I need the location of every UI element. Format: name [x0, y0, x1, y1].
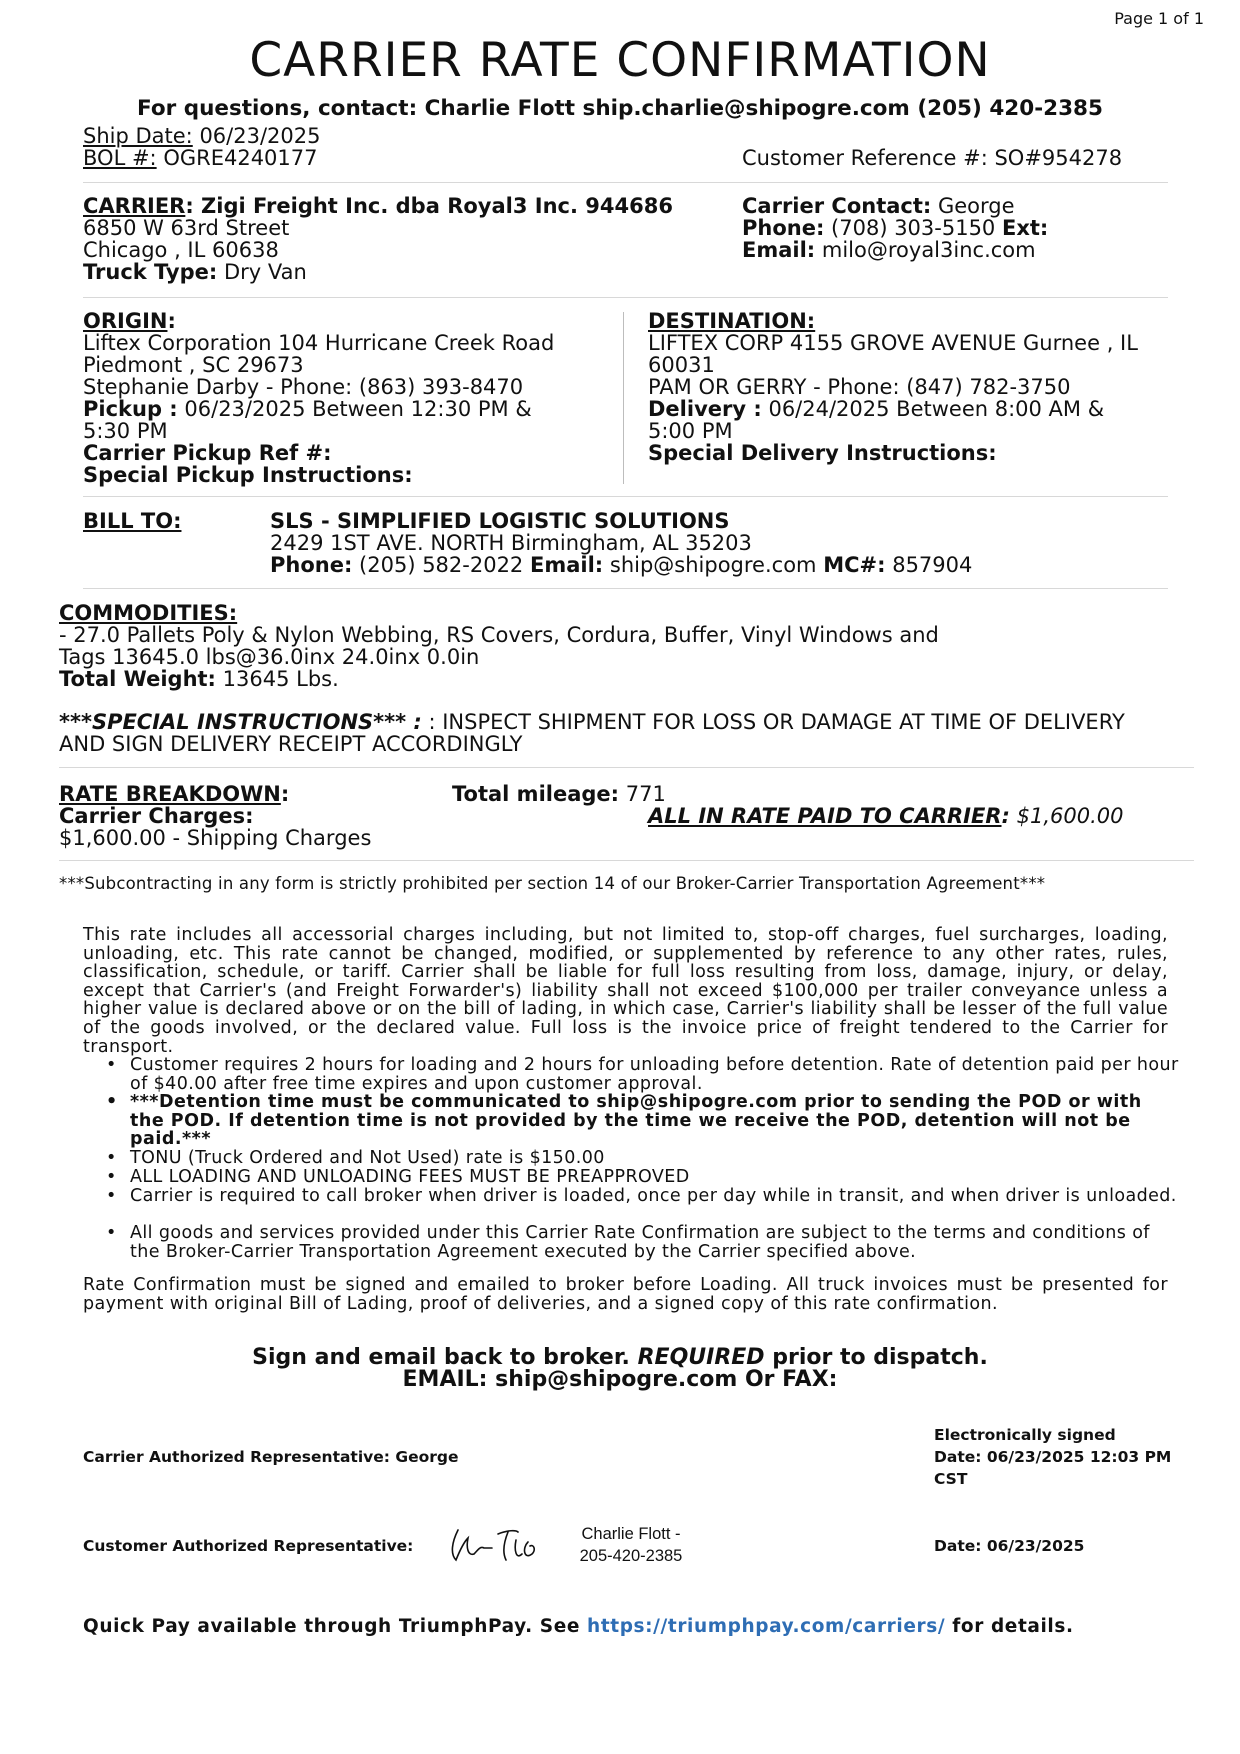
- carrier-block: [83, 195, 723, 283]
- customer-ref-label: Customer Reference #:: [742, 146, 988, 170]
- divider: [59, 767, 1194, 768]
- carrier-email: [742, 239, 1182, 261]
- sign-line1-pre: Sign and email back to broker.: [252, 1345, 630, 1370]
- carrier-contact-label: Carrier Contact:: [742, 194, 932, 218]
- bill-to-phone: (205) 582-2022: [359, 553, 524, 577]
- contact-line: For questions, contact: Charlie Flott ship.charlie@shipogre.com (205) 420-2385: [137, 96, 1103, 121]
- delivery-window: [648, 398, 1188, 420]
- carrier-street: 6850 W 63rd Street: [83, 216, 290, 240]
- mileage-value: 771: [625, 782, 666, 806]
- shipping-charges: $1,600.00 - Shipping Charges: [59, 826, 372, 850]
- pickup-line1: 06/23/2025 Between 12:30 PM &: [184, 397, 532, 421]
- commodities-block: [59, 602, 1179, 690]
- customer-ref-value: SO#954278: [994, 146, 1123, 170]
- customer-reference: [742, 147, 1122, 169]
- handwritten-signature: [446, 1520, 546, 1568]
- carrier-charges-label: Carrier Charges:: [59, 804, 254, 828]
- bill-to-name: SLS - SIMPLIFIED LOGISTIC SOLUTIONS: [270, 509, 730, 533]
- ship-date-label: Ship Date:: [83, 124, 193, 148]
- bill-to-contact: [270, 554, 1170, 576]
- carrier-phone: [742, 217, 1182, 239]
- total-weight-label: Total Weight:: [59, 667, 216, 691]
- pickup-window: [83, 398, 613, 420]
- bill-to-phone-label: Phone:: [270, 553, 353, 577]
- sign-line1-required: REQUIRED: [637, 1345, 765, 1370]
- customer-rep-label: Customer Authorized Representative:: [83, 1537, 414, 1555]
- sign-instruction: [0, 1347, 1240, 1369]
- carrier-email-value: milo@royal3inc.com: [821, 238, 1036, 262]
- pickup-instructions-label: Special Pickup Instructions:: [83, 463, 413, 487]
- bill-to-mc: 857904: [892, 553, 973, 577]
- bill-to-email-label: Email:: [529, 553, 604, 577]
- carrier-phone-label: Phone:: [742, 216, 825, 240]
- carrier-sign-tz: CST: [934, 1470, 968, 1488]
- carrier-contact-value: George: [937, 194, 1015, 218]
- bullet-fees: • ALL LOADING AND UNLOADING FEES MUST BE PREAPPROVED: [130, 1168, 1182, 1187]
- carrier-sign-date: Date: 06/23/2025 12:03 PM: [934, 1448, 1172, 1466]
- destination-contact: PAM OR GERRY - Phone: (847) 782-3750: [648, 375, 1071, 399]
- truck-type-value: Dry Van: [223, 260, 307, 284]
- rate-breakdown: RATE BREAKDOWN: Carrier Charges: $1,600.00 - Shipping Charges: [59, 783, 479, 849]
- sign-email-line: EMAIL: ship@shipogre.com Or FAX:: [402, 1367, 838, 1392]
- column-divider: [623, 312, 624, 484]
- carrier-city: Chicago , IL 60638: [83, 238, 279, 262]
- carrier-name-line: [83, 195, 723, 217]
- total-weight: [59, 668, 1179, 690]
- carrier-contact: [742, 195, 1182, 217]
- truck-type-label: Truck Type:: [83, 260, 218, 284]
- bill-to-email: ship@shipogre.com: [609, 553, 817, 577]
- divider: [83, 182, 1168, 183]
- total-mileage: [452, 783, 666, 805]
- mileage-label: Total mileage:: [452, 782, 620, 806]
- carrier-name: : Zigi Freight Inc. dba Royal3 Inc. 944686: [185, 194, 673, 218]
- page-title: CARRIER RATE CONFIRMATION: [249, 33, 991, 88]
- carrier-sign-block: [934, 1424, 1171, 1490]
- destination-line2: 60031: [648, 353, 715, 377]
- quickpay-text: Quick Pay available through TriumphPay. See: [83, 1616, 580, 1637]
- bol-label: BOL #:: [83, 146, 157, 170]
- special-instructions-line2: AND SIGN DELIVERY RECEIPT ACCORDINGLY: [59, 732, 523, 756]
- delivery-label: Delivery :: [648, 397, 762, 421]
- destination-block: [648, 310, 1188, 464]
- carrier-contact-block: [742, 195, 1182, 261]
- all-in-rate-label: ALL IN RATE PAID TO CARRIER: [648, 804, 1002, 828]
- bullet-detention-notice: • ***Detention time must be communicated to ship@shipogre.com prior to sending the POD or with the POD. If detention time is not provided by the time we receive the POD, detention will not be paid.***: [130, 1093, 1182, 1149]
- bullet-agreement: • All goods and services provided under this Carrier Rate Confirmation are subject to the terms and conditions of the Broker-Carrier Transportation Agreement executed by the Carrier specified above.: [130, 1224, 1182, 1261]
- carrier-label: CARRIER: [83, 194, 186, 218]
- delivery-line2: 5:00 PM: [648, 419, 733, 443]
- commodities-label: COMMODITIES:: [59, 601, 238, 625]
- pickup-ref-label: Carrier Pickup Ref #:: [83, 441, 332, 465]
- carrier-rep-label: Carrier Authorized Representative: George: [83, 1448, 459, 1466]
- quickpay-link[interactable]: https://triumphpay.com/carriers/: [587, 1616, 946, 1637]
- delivery-line1: 06/24/2025 Between 8:00 AM &: [768, 397, 1105, 421]
- origin-contact: Stephanie Darby - Phone: (863) 393-8470: [83, 375, 524, 399]
- bullet-call-broker: • Carrier is required to call broker when driver is loaded, once per day while in transit, and when driver is unloaded.: [130, 1187, 1182, 1206]
- bill-to-mc-label: MC#:: [823, 553, 886, 577]
- all-in-rate-value: $1,600.00: [1016, 804, 1124, 828]
- closing-paragraph: Rate Confirmation must be signed and emailed to broker before Loading. All truck invoices must be presented for payment with original Bill of Lading, proof of deliveries, and a signed copy of this rate confirmation.: [83, 1275, 1168, 1314]
- delivery-instructions-label: Special Delivery Instructions:: [648, 441, 997, 465]
- divider: [83, 496, 1168, 497]
- rate-breakdown-label: RATE BREAKDOWN: [59, 782, 281, 806]
- bill-to-address: 2429 1ST AVE. NORTH Birmingham, AL 35203: [270, 531, 752, 555]
- pickup-line2: 5:30 PM: [83, 419, 168, 443]
- bol: [83, 147, 318, 169]
- customer-sig-name: [572, 1523, 690, 1567]
- total-weight-value: 13645 Lbs.: [222, 667, 339, 691]
- carrier-ext-label: Ext:: [1001, 216, 1049, 240]
- special-instructions: [59, 711, 1199, 755]
- quickpay-line: [83, 1616, 1074, 1638]
- sign-line1-post: prior to dispatch.: [772, 1345, 988, 1370]
- ship-date-value: 06/23/2025: [199, 124, 321, 148]
- customer-sign-date: Date: 06/23/2025: [934, 1537, 1085, 1555]
- customer-sig-phone: 205-420-2385: [579, 1547, 683, 1565]
- destination-label: DESTINATION:: [648, 309, 816, 333]
- customer-sig-name-text: Charlie Flott -: [581, 1525, 681, 1543]
- carrier-email-label: Email:: [742, 238, 816, 262]
- e-signed: Electronically signed: [934, 1426, 1116, 1444]
- origin-block: ORIGIN: Liftex Corporation 104 Hurricane Creek Road Piedmont , SC 29673 Stephanie Darby - Phone: (863) 393-8470 Pickup : 06/23/2025 Between 12:30 PM & 5:30 PM Carrier Pickup Ref #: Special Pickup Instructions:: [83, 310, 613, 486]
- special-instructions-label: ***SPECIAL INSTRUCTIONS*** :: [59, 710, 422, 734]
- quickpay-post: for details.: [952, 1616, 1074, 1637]
- commodities-line1: - 27.0 Pallets Poly & Nylon Webbing, RS Covers, Cordura, Buffer, Vinyl Windows and: [59, 623, 939, 647]
- commodities-line2: Tags 13645.0 lbs@36.0inx 24.0inx 0.0in: [59, 645, 480, 669]
- subcontracting-note: ***Subcontracting in any form is strictly prohibited per section 14 of our Broker-Carrier Transportation Agreement***: [59, 874, 1046, 893]
- origin-line1: Liftex Corporation 104 Hurricane Creek Road: [83, 331, 555, 355]
- bill-to-label: BILL TO:: [83, 509, 182, 533]
- special-instructions-line1: : INSPECT SHIPMENT FOR LOSS OR DAMAGE AT TIME OF DELIVERY: [428, 710, 1125, 734]
- origin-line2: Piedmont , SC 29673: [83, 353, 304, 377]
- bol-value: OGRE4240177: [163, 146, 318, 170]
- origin-label: ORIGIN: [83, 309, 168, 333]
- bill-to-block: [270, 510, 1170, 576]
- destination-line1: LIFTEX CORP 4155 GROVE AVENUE Gurnee , IL: [648, 331, 1138, 355]
- bullet-detention-rate: • Customer requires 2 hours for loading and 2 hours for unloading before detention. Rate of detention paid per hour of $40.00 after free time expires and upon customer approval.: [130, 1056, 1182, 1093]
- bullet-tonu: • TONU (Truck Ordered and Not Used) rate is $150.00: [130, 1149, 1182, 1168]
- all-in-rate: ALL IN RATE PAID TO CARRIER: $1,600.00: [648, 804, 1124, 828]
- divider: [83, 588, 1168, 589]
- truck-type: [83, 261, 723, 283]
- divider: [83, 297, 1168, 298]
- divider: [59, 860, 1194, 861]
- page-number: Page 1 of 1: [1114, 9, 1204, 28]
- pickup-label: Pickup :: [83, 397, 178, 421]
- carrier-phone-value: (708) 303-5150: [831, 216, 996, 240]
- ship-date: [83, 125, 320, 147]
- terms-paragraph: This rate includes all accessorial charges including, but not limited to, stop-off charges, fuel surcharges, loading, unloading, etc. This rate cannot be changed, modified, or supplemented by reference to any other rates, rules, classification, schedule, or tariff. Carrier shall be liable for full loss resulting from loss, damage, injury, or delay, except that Carrier's (and Freight Forwarder's) liability shall not exceed $100,000 per trailer conveyance unless a higher value is declared above or on the bill of lading, in which case, Carrier's liability shall be lesser of the full value of the goods involved, or the declared value. Full loss is the invoice price of freight tendered to the Carrier for transport.: [83, 925, 1168, 1057]
